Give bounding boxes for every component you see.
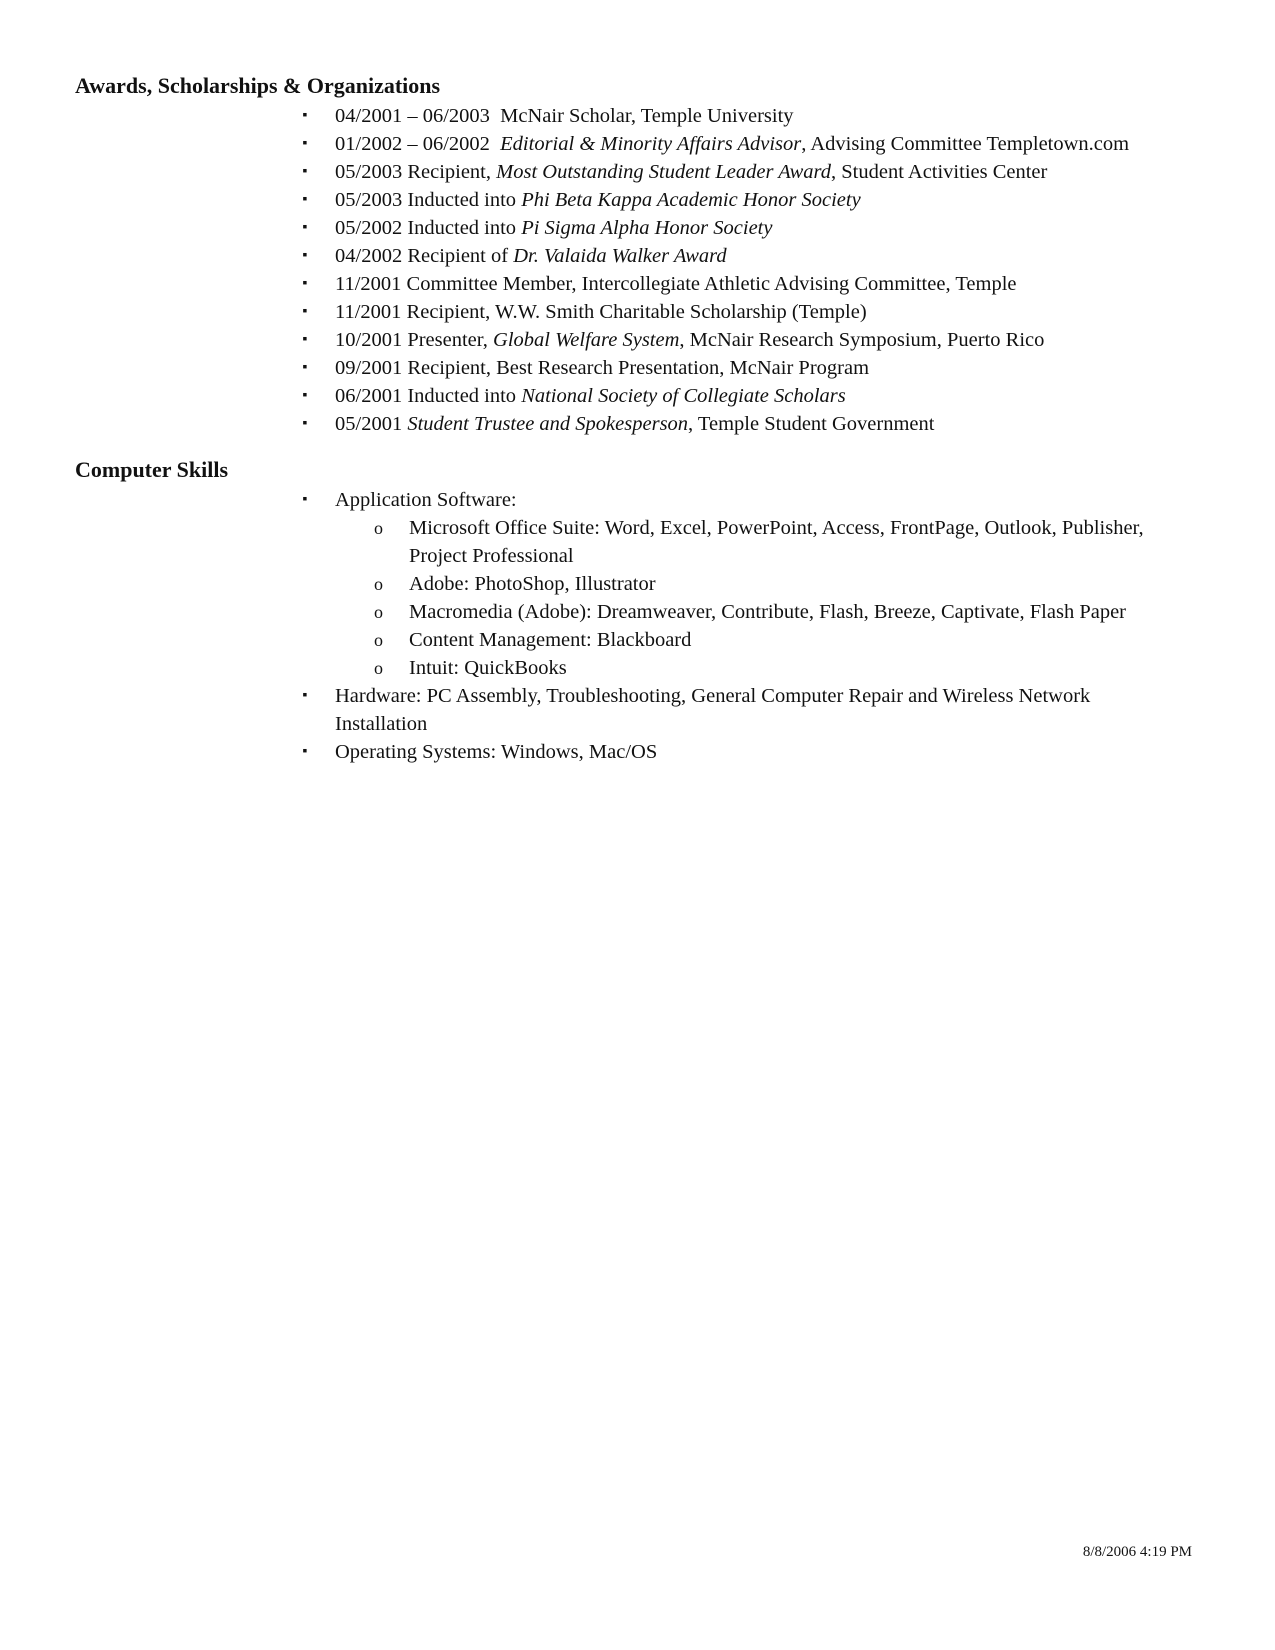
award-text: 06/2001 Inducted into	[335, 385, 522, 407]
bullet-icon: ▪	[302, 108, 308, 123]
bullet-icon: ▪	[302, 688, 308, 703]
bullet-icon: ▪	[302, 416, 308, 431]
application-software-label: Application Software:	[335, 489, 517, 511]
award-title-italic: Student Trustee and Spokesperson	[407, 413, 689, 435]
award-text: 01/2002 – 06/2002	[335, 133, 501, 155]
award-text-suffix: , Student Activities Center	[831, 161, 1048, 183]
circle-bullet-icon: o	[374, 574, 383, 594]
award-text: 05/2003 Recipient,	[335, 161, 497, 183]
award-text: 05/2001	[335, 413, 408, 435]
bullet-icon: ▪	[302, 304, 308, 319]
bullet-icon: ▪	[302, 192, 308, 207]
award-item	[0, 102, 1275, 130]
software-subitem	[335, 514, 1185, 570]
hardware-item	[0, 682, 1275, 738]
award-text-suffix: , Temple Student Government	[688, 413, 935, 435]
award-title-italic: Pi Sigma Alpha Honor Society	[521, 217, 773, 239]
award-text: 11/2001 Recipient, W.W. Smith Charitable Scholarship (Temple)	[335, 301, 867, 323]
award-item	[0, 326, 1275, 354]
award-text: 10/2001 Presenter,	[335, 329, 494, 351]
bullet-icon: ▪	[302, 248, 308, 263]
software-subitem-text: Content Management: Blackboard	[409, 629, 692, 651]
bullet-icon: ▪	[302, 164, 308, 179]
software-subitem	[335, 570, 1185, 598]
award-title-italic: Global Welfare System	[493, 329, 680, 351]
award-text: 04/2002 Recipient of	[335, 245, 514, 267]
software-subitem-text: Adobe: PhotoShop, Illustrator	[409, 573, 656, 595]
bullet-icon: ▪	[302, 360, 308, 375]
award-text: 05/2003 Inducted into	[335, 189, 522, 211]
award-item	[0, 270, 1275, 298]
award-item	[0, 158, 1275, 186]
software-subitem-text: Macromedia (Adobe): Dreamweaver, Contribute, Flash, Breeze, Captivate, Flash Paper	[409, 601, 1127, 623]
award-text: 04/2001 – 06/2003 McNair Scholar, Temple University	[335, 105, 794, 127]
operating-systems-text: Operating Systems: Windows, Mac/OS	[335, 741, 658, 763]
award-title-italic: Dr. Valaida Walker Award	[513, 245, 727, 267]
awards-list	[0, 102, 1275, 438]
software-subitem	[335, 598, 1185, 626]
award-text: 05/2002 Inducted into	[335, 217, 522, 239]
award-item	[0, 242, 1275, 270]
circle-bullet-icon: o	[374, 602, 383, 622]
award-title-italic: National Society of Collegiate Scholars	[521, 385, 846, 407]
award-title-italic: Most Outstanding Student Leader Award	[496, 161, 831, 183]
award-title-italic: Phi Beta Kappa Academic Honor Society	[521, 189, 861, 211]
bullet-icon: ▪	[302, 388, 308, 403]
computer-skills-heading: Computer Skills	[75, 457, 229, 482]
award-item	[0, 214, 1275, 242]
operating-systems-item	[0, 738, 1275, 766]
award-item	[0, 382, 1275, 410]
software-subitem-text: Microsoft Office Suite: Word, Excel, PowerPoint, Access, FrontPage, Outlook, Publisher, Project Professional	[409, 517, 1144, 567]
circle-bullet-icon: o	[374, 630, 383, 650]
award-item	[0, 354, 1275, 382]
award-title-italic: Editorial & Minority Affairs Advisor	[500, 133, 802, 155]
application-software-item	[0, 486, 1275, 682]
bullet-icon: ▪	[302, 332, 308, 347]
computer-skills-list	[0, 486, 1275, 766]
software-subitem	[335, 654, 1185, 682]
award-item	[0, 186, 1275, 214]
award-text-suffix: , McNair Research Symposium, Puerto Rico	[679, 329, 1045, 351]
software-subitem	[335, 626, 1185, 654]
bullet-icon: ▪	[302, 744, 308, 759]
circle-bullet-icon: o	[374, 658, 383, 678]
award-text: 09/2001 Recipient, Best Research Presentation, McNair Program	[335, 357, 870, 379]
award-item	[0, 410, 1275, 438]
bullet-icon: ▪	[302, 492, 308, 507]
circle-bullet-icon: o	[374, 518, 383, 538]
print-timestamp: 8/8/2006 4:19 PM	[1082, 1544, 1192, 1560]
award-item	[0, 298, 1275, 326]
application-software-sublist	[335, 514, 1185, 682]
awards-heading: Awards, Scholarships & Organizations	[75, 73, 441, 98]
bullet-icon: ▪	[302, 136, 308, 151]
award-text: 11/2001 Committee Member, Intercollegiate Athletic Advising Committee, Temple	[335, 273, 1017, 295]
bullet-icon: ▪	[302, 220, 308, 235]
hardware-text: Hardware: PC Assembly, Troubleshooting, General Computer Repair and Wireless Network Installation	[335, 685, 1091, 735]
award-item	[0, 130, 1275, 158]
bullet-icon: ▪	[302, 276, 308, 291]
award-text-suffix: , Advising Committee Templetown.com	[801, 133, 1130, 155]
software-subitem-text: Intuit: QuickBooks	[409, 657, 567, 679]
